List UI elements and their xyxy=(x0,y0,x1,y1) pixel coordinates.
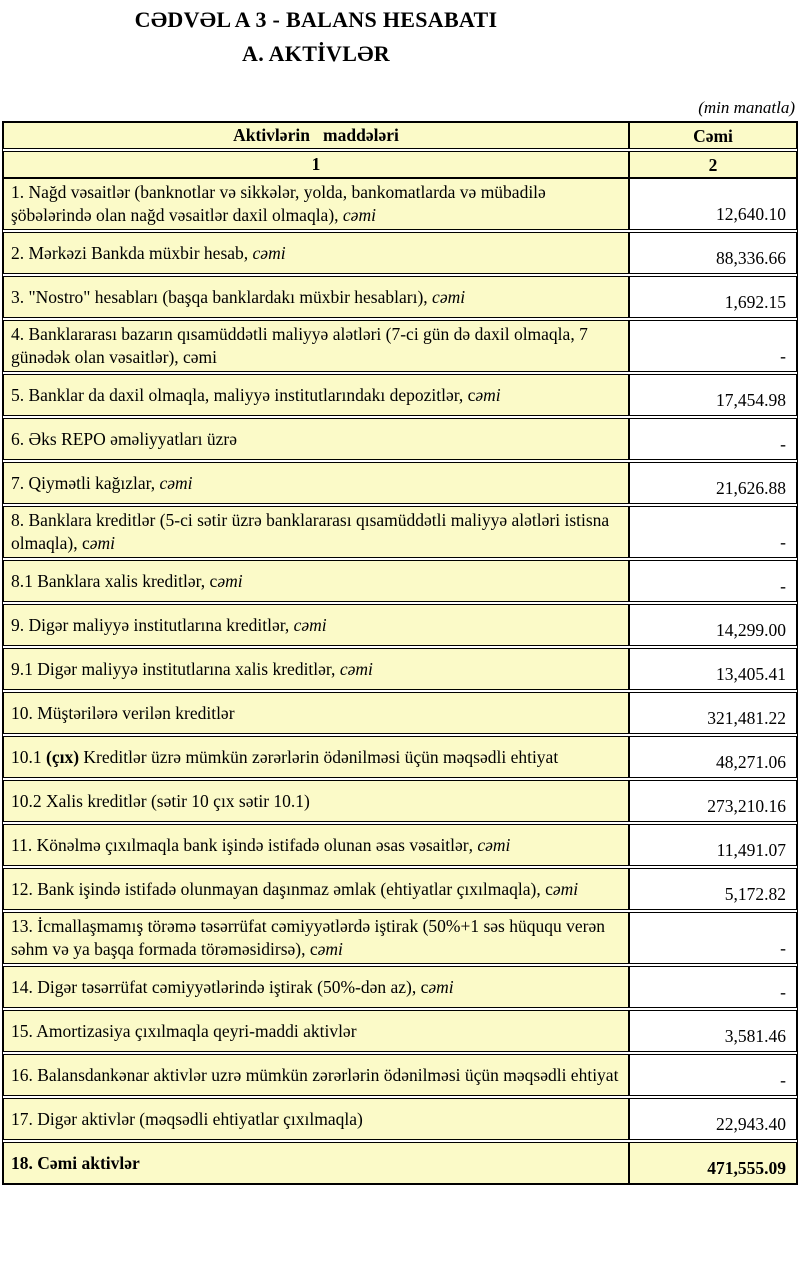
row-label: 9.1 Digər maliyyə institutlarına xalis kreditlər, cəmi xyxy=(4,649,630,689)
row-label: 9. Digər maliyyə institutlarına kreditlər, cəmi xyxy=(4,605,630,645)
row-label: 8.1 Banklara xalis kreditlər, cəmi xyxy=(4,561,630,601)
document-title: CƏDVƏL A 3 - BALANS HESABATI xyxy=(134,7,498,32)
table-row xyxy=(3,1098,797,1140)
row-label: 4. Banklararası bazarın qısamüddətli maliyyə alətləri (7-ci gün də daxil olmaqla, 7 günədək olan vəsaitlər), cəmi xyxy=(4,321,630,371)
table-row xyxy=(3,506,797,558)
table-row xyxy=(3,560,797,602)
row-value: 11,491.07 xyxy=(630,825,796,865)
table-row xyxy=(3,1054,797,1096)
table-row xyxy=(3,912,797,964)
table-row xyxy=(3,736,797,778)
table-row xyxy=(3,824,797,866)
row-label: 17. Digər aktivlər (məqsədli ehtiyatlar çıxılmaqla) xyxy=(4,1099,630,1139)
row-label: 11. Könəlmə çıxılmaqla bank işində istifadə olunan əsas vəsaitlər, cəmi xyxy=(4,825,630,865)
row-value: 471,555.09 xyxy=(630,1143,796,1183)
header-items-column: Aktivlərin maddələri xyxy=(4,123,630,148)
row-label: 3. "Nostro" hesabları (başqa banklardakı müxbir hesabları), cəmi xyxy=(4,277,630,317)
table-row xyxy=(3,648,797,690)
row-value: 17,454.98 xyxy=(630,375,796,415)
table-row xyxy=(3,966,797,1008)
table-header-row xyxy=(3,122,797,149)
unit-note: (min manatla) xyxy=(698,98,795,117)
row-value: 13,405.41 xyxy=(630,649,796,689)
table-row xyxy=(3,868,797,910)
row-value: 48,271.06 xyxy=(630,737,796,777)
row-value: 88,336.66 xyxy=(630,233,796,273)
table-row xyxy=(3,418,797,460)
row-label: 2. Mərkəzi Bankda müxbir hesab, cəmi xyxy=(4,233,630,273)
row-value: - xyxy=(630,561,796,601)
row-value: - xyxy=(630,1055,796,1095)
table-row xyxy=(3,178,797,230)
row-label: 8. Banklara kreditlər (5-ci sətir üzrə banklararası qısamüddətli maliyyə alətləri istisna olmaqla), cəmi xyxy=(4,507,630,557)
row-label: 18. Cəmi aktivlər xyxy=(4,1143,630,1183)
table-row xyxy=(3,232,797,274)
row-value: 5,172.82 xyxy=(630,869,796,909)
document-subtitle: A. AKTİVLƏR xyxy=(242,41,390,66)
row-value: 273,210.16 xyxy=(630,781,796,821)
subheader-total-column: 2 xyxy=(630,152,796,177)
table-row xyxy=(3,1142,797,1184)
row-label: 15. Amortizasiya çıxılmaqla qeyri-maddi aktivlər xyxy=(4,1011,630,1051)
row-value: - xyxy=(630,419,796,459)
row-value: - xyxy=(630,967,796,1007)
row-value: 12,640.10 xyxy=(630,179,796,229)
assets-table xyxy=(2,121,798,1185)
row-label: 16. Balansdankənar aktivlər uzrə mümkün zərərlərin ödənilməsi üçün məqsədli ehtiyat xyxy=(4,1055,630,1095)
row-label: 10.2 Xalis kreditlər (sətir 10 çıx sətir 10.1) xyxy=(4,781,630,821)
row-label: 12. Bank işində istifadə olunmayan daşınmaz əmlak (ehtiyatlar çıxılmaqla), cəmi xyxy=(4,869,630,909)
row-value: 21,626.88 xyxy=(630,463,796,503)
row-label: 13. İcmallaşmamış törəmə təsərrüfat cəmiyyətlərdə iştirak (50%+1 səs hüququ verən səhm və ya başqa formada törəməsidirsə), cəmi xyxy=(4,913,630,963)
row-label: 6. Əks REPO əməliyyatları üzrə xyxy=(4,419,630,459)
table-row xyxy=(3,692,797,734)
row-value: 14,299.00 xyxy=(630,605,796,645)
row-value: 22,943.40 xyxy=(630,1099,796,1139)
row-value: 3,581.46 xyxy=(630,1011,796,1051)
row-value: - xyxy=(630,507,796,557)
table-row xyxy=(3,604,797,646)
assets-table-body xyxy=(3,178,797,1184)
row-value: 321,481.22 xyxy=(630,693,796,733)
row-label: 10. Müştərilərə verilən kreditlər xyxy=(4,693,630,733)
table-row xyxy=(3,462,797,504)
table-row xyxy=(3,320,797,372)
row-value: - xyxy=(630,913,796,963)
row-label: 14. Digər təsərrüfat cəmiyyətlərində iştirak (50%-dən az), cəmi xyxy=(4,967,630,1007)
table-row xyxy=(3,276,797,318)
row-label: 10.1 (çıx) Kreditlər üzrə mümkün zərərlərin ödənilməsi üçün məqsədli ehtiyat xyxy=(4,737,630,777)
row-label: 1. Nağd vəsaitlər (banknotlar və sikkələr, yolda, bankomatlarda və mübadilə şöbələrində olan nağd vəsaitlər daxil olmaqla), cəmi xyxy=(4,179,630,229)
table-row xyxy=(3,780,797,822)
table-subheader-row xyxy=(3,151,797,178)
row-label: 7. Qiymətli kağızlar, cəmi xyxy=(4,463,630,503)
row-value: 1,692.15 xyxy=(630,277,796,317)
subheader-items-column: 1 xyxy=(4,152,630,177)
table-row xyxy=(3,1010,797,1052)
row-value: - xyxy=(630,321,796,371)
header-total-column: Cəmi xyxy=(630,123,796,148)
row-label: 5. Banklar da daxil olmaqla, maliyyə institutlarındakı depozitlər, cəmi xyxy=(4,375,630,415)
table-row xyxy=(3,374,797,416)
title-block xyxy=(0,0,632,65)
